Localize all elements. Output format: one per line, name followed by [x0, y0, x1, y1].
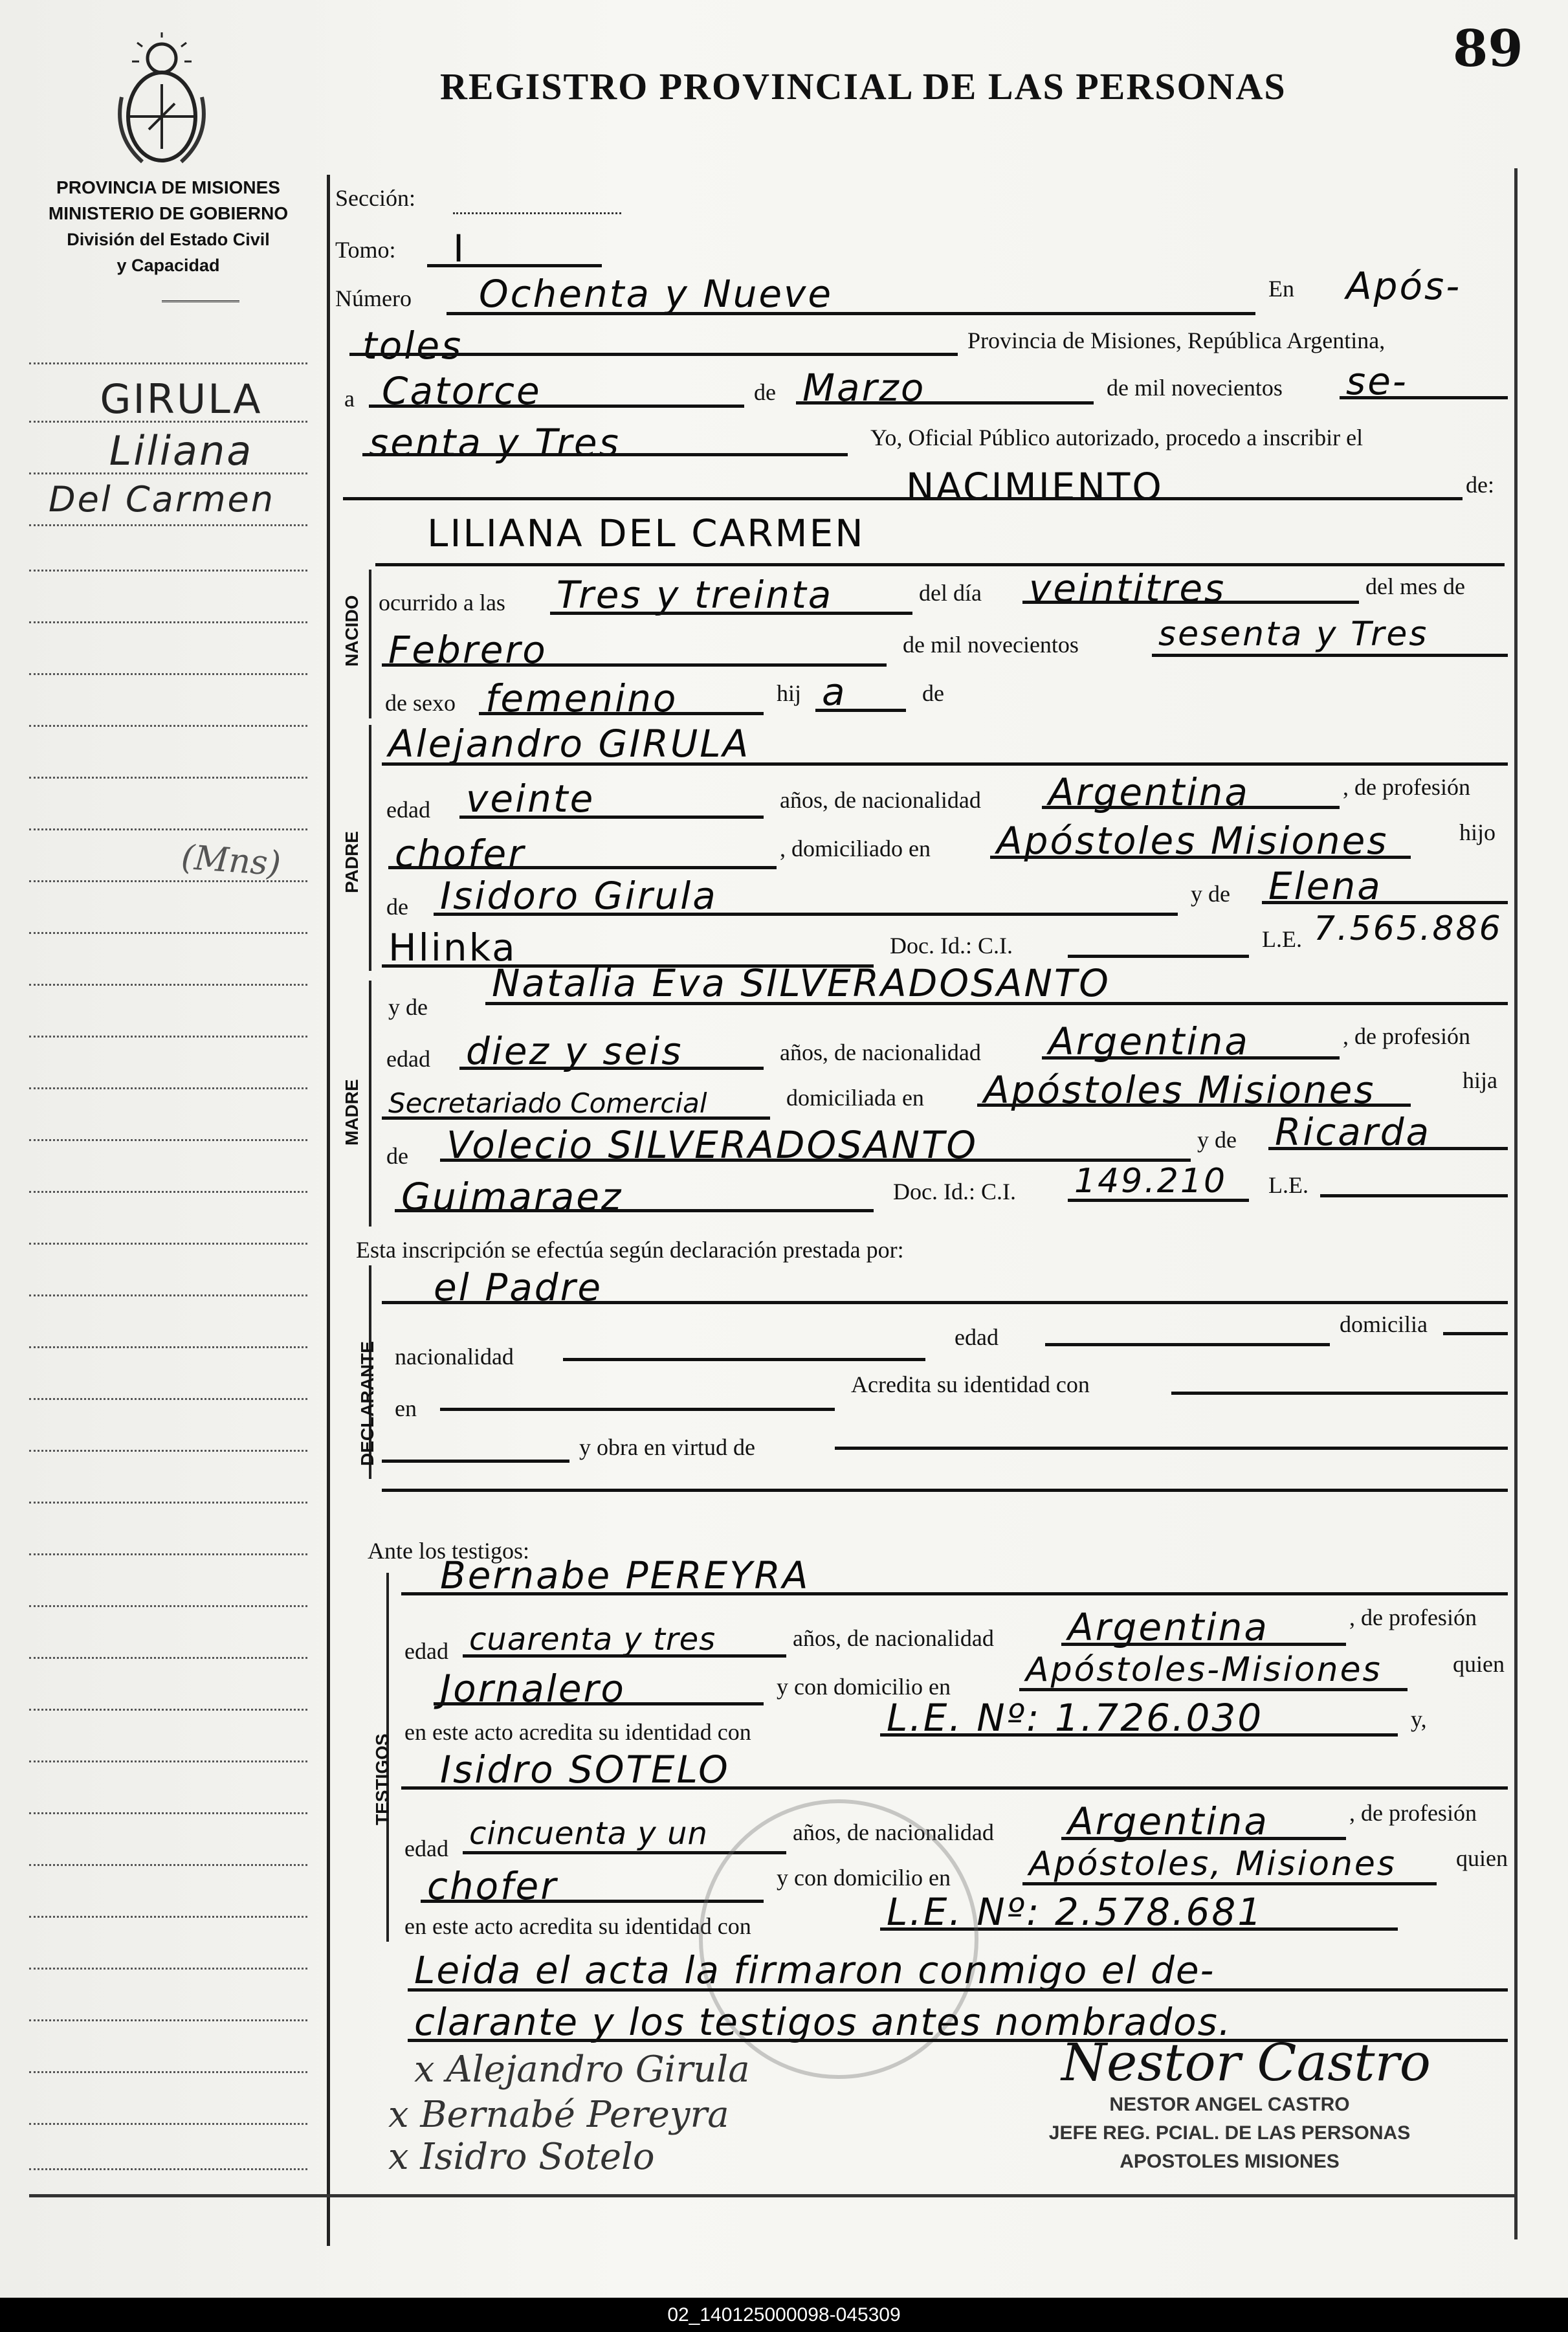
- declarante-blank-line: [382, 1489, 1508, 1492]
- margin-line: [29, 472, 307, 474]
- testigo1-acredita-label: en este acto acredita su identidad con: [404, 1719, 751, 1745]
- dia-nac-value: veintitres: [1029, 566, 1226, 610]
- del-dia-label: del día: [919, 580, 982, 606]
- madre-profesion-value: Secretariado Comercial: [388, 1087, 707, 1119]
- institution-divider: [162, 300, 239, 302]
- declarante-domicilia-line: [1443, 1332, 1508, 1335]
- signature-official: Nestor Castro: [1061, 2032, 1431, 2093]
- padre-anos-label: años, de nacionalidad: [780, 787, 981, 813]
- section-padre: PADRE: [342, 831, 362, 893]
- inscripto-line: [375, 563, 1505, 566]
- provincia-label: Provincia de Misiones, República Argentina,: [967, 328, 1386, 353]
- testigo2-edad-value: cincuenta y un: [469, 1816, 708, 1852]
- padre-madre-line-1: [1262, 901, 1508, 904]
- section-declarante: DECLARANTE: [357, 1341, 377, 1466]
- cierre-linea-2: clarante y los testigos antes nombrados.: [414, 2000, 1232, 2044]
- madre-hija-label: hija: [1463, 1067, 1497, 1093]
- margin-line: [29, 570, 307, 572]
- madre-profesion-label: , de profesión: [1343, 1023, 1470, 1049]
- madre-anos-label: años, de nacionalidad: [780, 1039, 981, 1065]
- margin-line: [29, 1243, 307, 1245]
- de-mil-label: de mil novecientos: [1107, 375, 1283, 401]
- testigo2-domicilio-line: [1022, 1882, 1437, 1885]
- institution-block: [26, 175, 311, 278]
- del-mes-label: del mes de: [1365, 573, 1465, 599]
- padre-profesion-value: chofer: [395, 832, 526, 876]
- mes-value: Marzo: [802, 366, 926, 410]
- madre-madre-line-1: [1268, 1147, 1508, 1150]
- margin-line: [29, 1398, 307, 1400]
- margin-line: [29, 1916, 307, 1918]
- testigo1-quien-label: quien: [1453, 1651, 1505, 1677]
- madre-padre-value: Volecio SILVERADOSANTO: [447, 1123, 978, 1167]
- ocurrido-label: ocurrido a las: [379, 590, 505, 616]
- madre-edad-label: edad: [386, 1046, 430, 1072]
- padre-ci-line: [1068, 955, 1249, 958]
- madre-edad-line: [459, 1067, 764, 1070]
- padre-domicilio-line: [990, 856, 1411, 859]
- madre-yde2-label: y de: [1197, 1127, 1237, 1153]
- padre-nacionalidad-value: Argentina: [1048, 770, 1250, 814]
- declarante-edad-label: edad: [955, 1324, 999, 1350]
- folio-number: 89: [1453, 19, 1523, 78]
- section-nacido: NACIDO: [342, 595, 362, 667]
- margin-line: [29, 2071, 307, 2073]
- padre-profesion-label: , de profesión: [1343, 774, 1470, 800]
- testigo2-nombre-line: [401, 1786, 1508, 1790]
- padre-edad-value: veinte: [466, 777, 595, 821]
- padre-nacionalidad-line: [1042, 806, 1340, 809]
- margin-line: [29, 1709, 307, 1711]
- anio-nac-value: sesenta y Tres: [1158, 615, 1429, 654]
- testigo2-edad-label: edad: [404, 1836, 448, 1861]
- madre-nacionalidad-line: [1042, 1056, 1340, 1060]
- padre-edad-line: [459, 816, 764, 819]
- margin-line: [29, 1191, 307, 1193]
- form-bottom-border: [29, 2194, 1518, 2197]
- acto-line: [906, 497, 1463, 500]
- testigo1-profesion-line: [434, 1702, 764, 1705]
- anio-nac-line: [1152, 654, 1508, 657]
- seccion-field: [453, 212, 621, 214]
- anio-line-1: [1340, 396, 1508, 399]
- madre-profesion-line: [382, 1116, 770, 1120]
- margin-line: [29, 1036, 307, 1038]
- anio-value-1: se-: [1346, 359, 1408, 403]
- lugar-line: [349, 353, 958, 356]
- mes-nac-value: Febrero: [388, 628, 547, 672]
- madre-le-label: L.E.: [1268, 1172, 1309, 1198]
- padre-padre-value: Isidoro Girula: [440, 874, 718, 918]
- testigo1-profesion-value: Jornalero: [440, 1667, 626, 1711]
- testigo1-nombre-line: [401, 1592, 1508, 1595]
- dia-line: [369, 405, 744, 408]
- signature-testigo-2: x Isidro Sotelo: [388, 2136, 655, 2178]
- margin-line: [29, 828, 307, 830]
- padre-madre-value-2: Hlinka: [388, 926, 517, 970]
- madre-ci-value: 149.210: [1074, 1162, 1228, 1201]
- coat-of-arms-icon: [116, 32, 207, 168]
- padre-madre-value-1: Elena: [1268, 864, 1382, 908]
- institution-line-1: PROVINCIA DE MISIONES: [56, 177, 280, 197]
- testigo1-domicilio-line: [1019, 1688, 1408, 1691]
- margin-line: [29, 524, 307, 526]
- yo-oficial-label: Yo, Oficial Público autorizado, procedo a inscribir el: [870, 425, 1364, 450]
- testigo1-nombre-value: Bernabe PEREYRA: [440, 1553, 810, 1597]
- cierre-linea-1: Leida el acta la firmaron conmigo el de-: [414, 1948, 1215, 1992]
- anio-line-2: [362, 453, 848, 456]
- madre-nacionalidad-value: Argentina: [1048, 1019, 1250, 1063]
- margin-line: [29, 2123, 307, 2125]
- dia-value: Catorce: [382, 369, 542, 413]
- margin-line: [29, 932, 307, 934]
- madre-le-line: [1320, 1194, 1508, 1197]
- signature-testigo-1: x Bernabé Pereyra: [388, 2094, 729, 2136]
- margin-line: [29, 621, 307, 623]
- padre-bracket: [369, 725, 371, 971]
- declarante-obra-label: y obra en virtud de: [579, 1434, 755, 1460]
- testigo1-nacionalidad-line: [1061, 1643, 1346, 1646]
- madre-bracket: [369, 981, 371, 1227]
- margin-given-name: Liliana: [109, 427, 254, 474]
- testigo1-y-label: y,: [1411, 1706, 1427, 1732]
- testigo2-profesion-value: chofer: [427, 1864, 558, 1908]
- margin-line: [29, 984, 307, 986]
- dia-nac-line: [1022, 601, 1359, 604]
- testigo1-anos-label: años, de nacionalidad: [793, 1625, 994, 1651]
- a-label: a: [344, 386, 355, 412]
- testigo1-doc-value: L.E. Nº: 1.726.030: [887, 1696, 1264, 1740]
- testigo2-quien-label: quien: [1456, 1845, 1508, 1871]
- anio-value-2: senta y Tres: [369, 421, 621, 465]
- margin-line: [29, 1605, 307, 1607]
- madre-nombre-line: [485, 1002, 1508, 1005]
- madre-madre-value-1: Ricarda: [1275, 1110, 1431, 1154]
- testigo1-domicilio-value: Apóstoles-Misiones: [1026, 1650, 1382, 1689]
- testigo1-doc-line: [880, 1733, 1398, 1737]
- hij-label: hij: [777, 680, 802, 706]
- hora-line: [550, 612, 912, 615]
- padre-doc-label: Doc. Id.: C.I.: [890, 933, 1013, 959]
- madre-doc-label: Doc. Id.: C.I.: [893, 1179, 1016, 1205]
- numero-value: Ochenta y Nueve: [479, 272, 834, 316]
- margin-line: [29, 362, 307, 364]
- padre-profesion-line: [388, 866, 777, 869]
- madre-nombre-value: Natalia Eva SILVERADOSANTO: [492, 961, 1110, 1005]
- acto-value: NACIMIENTO: [906, 465, 1164, 509]
- padre-padre-line: [434, 913, 1178, 916]
- padre-de-label: de: [386, 894, 408, 920]
- padre-domicilio-value: Apóstoles Misiones: [997, 819, 1389, 863]
- margin-line: [29, 1760, 307, 1762]
- tomo-value: I: [453, 227, 467, 271]
- testigo2-nombre-value: Isidro SOTELO: [440, 1748, 730, 1792]
- margin-line: [29, 725, 307, 727]
- margin-line: [29, 421, 307, 423]
- margin-line: [29, 1657, 307, 1659]
- filename-bar: 02_140125000098-045309: [0, 2298, 1568, 2332]
- declarante-line: [382, 1301, 1508, 1304]
- madre-domicilio-label: domiciliada en: [786, 1085, 924, 1111]
- institution-line-2: MINISTERIO DE GOBIERNO: [48, 203, 289, 223]
- declaracion-label: Esta inscripción se efectúa según declaración prestada por:: [356, 1237, 904, 1263]
- numero-line: [447, 312, 1255, 315]
- testigo2-domicilio-label: y con domicilio en: [777, 1865, 951, 1891]
- numero-label: Número: [335, 285, 412, 311]
- testigo2-nacionalidad-value: Argentina: [1068, 1799, 1269, 1843]
- sexo-label: de sexo: [385, 690, 456, 716]
- stamp-line-2: JEFE REG. PCIAL. DE LAS PERSONAS: [1048, 2122, 1411, 2144]
- mes-line: [796, 401, 1094, 405]
- stamp-line-3: APOSTOLES MISIONES: [1120, 2151, 1340, 2172]
- padre-domicilio-label: , domiciliado en: [780, 836, 931, 861]
- madre-madre-value-2: Guimaraez: [401, 1175, 623, 1219]
- margin-note: (Mns): [180, 838, 282, 884]
- lugar-value-1: Após-: [1346, 264, 1462, 308]
- declarante-acredita-label: Acredita su identidad con: [851, 1371, 1090, 1397]
- signature-declarante: x Alejandro Girula: [414, 2049, 750, 2091]
- declarante-en-label: en: [395, 1395, 417, 1421]
- de-hij-label: de: [922, 680, 944, 706]
- testigo2-acredita-label: en este acto acredita su identidad con: [404, 1913, 751, 1939]
- margin-surname: GIRULA: [100, 375, 263, 423]
- form-left-border: [327, 175, 330, 2246]
- madre-domicilio-line: [977, 1104, 1411, 1107]
- form-right-border: [1514, 168, 1518, 2239]
- inscripto-value: LILIANA DEL CARMEN: [427, 511, 865, 555]
- cierre-line-1: [408, 1988, 1508, 1992]
- margin-line: [29, 1968, 307, 1970]
- hij-line: [815, 709, 906, 712]
- testigo1-profesion-label: , de profesión: [1349, 1605, 1477, 1630]
- de-label: de: [754, 379, 776, 405]
- official-name-stamp: [1048, 2091, 1411, 2176]
- testigo2-doc-value: L.E. Nº: 2.578.681: [887, 1890, 1264, 1934]
- sexo-line: [479, 712, 764, 715]
- de-mil2-label: de mil novecientos: [903, 632, 1079, 658]
- padre-nombre-value: Alejandro GIRULA: [388, 722, 751, 766]
- sexo-value: femenino: [485, 676, 678, 720]
- ante-testigos-label: Ante los testigos:: [368, 1538, 529, 1564]
- madre-ci-line: [1068, 1199, 1249, 1202]
- madre-yde-label: y de: [388, 994, 428, 1020]
- testigo2-nacionalidad-line: [1061, 1837, 1346, 1840]
- margin-line: [29, 777, 307, 779]
- margin-line: [29, 2019, 307, 2021]
- declarante-obra-line: [835, 1447, 1508, 1450]
- tomo-label: Tomo:: [335, 237, 396, 263]
- margin-line: [29, 1450, 307, 1452]
- acto-pre-line: [343, 497, 906, 500]
- stamp-line-1: NESTOR ANGEL CASTRO: [1109, 2094, 1350, 2115]
- margin-line: [29, 1502, 307, 1504]
- testigo2-anos-label: años, de nacionalidad: [793, 1819, 994, 1845]
- testigo1-edad-value: cuarenta y tres: [469, 1621, 716, 1658]
- declarante-domicilia-label: domicilia: [1340, 1311, 1428, 1337]
- padre-nombre-line: [382, 762, 1508, 766]
- margin-middle-name: Del Carmen: [48, 479, 276, 520]
- margin-line: [29, 1346, 307, 1348]
- madre-domicilio-value: Apóstoles Misiones: [984, 1068, 1376, 1112]
- margin-line: [29, 1553, 307, 1555]
- institution-line-3: División del Estado Civil: [67, 230, 270, 249]
- mes-nac-line: [382, 663, 887, 667]
- testigo2-domicilio-value: Apóstoles, Misiones: [1029, 1845, 1397, 1883]
- declarante-acredita-line: [1171, 1392, 1508, 1395]
- madre-de-label: de: [386, 1143, 408, 1169]
- testigo1-edad-line: [463, 1654, 786, 1658]
- margin-line: [29, 1139, 307, 1141]
- de-colon-label: de:: [1466, 472, 1494, 498]
- declarante-en-line: [440, 1408, 835, 1411]
- declarante-nacionalidad-line: [563, 1358, 925, 1361]
- tomo-line: [427, 264, 602, 267]
- declarante-edad-line: [1045, 1343, 1330, 1346]
- margin-line: [29, 2168, 307, 2170]
- padre-le-value: 7.565.886: [1314, 909, 1503, 948]
- margin-line: [29, 1812, 307, 1814]
- lugar-value-2: toles: [362, 324, 463, 368]
- testigo1-nacionalidad-value: Argentina: [1068, 1605, 1269, 1649]
- testigo1-domicilio-label: y con domicilio en: [777, 1674, 951, 1700]
- testigo1-edad-label: edad: [404, 1638, 448, 1664]
- nacido-bracket: [369, 570, 371, 718]
- padre-hijo-label: hijo: [1459, 819, 1496, 845]
- margin-line: [29, 1864, 307, 1866]
- hora-value: Tres y treinta: [557, 573, 834, 617]
- registry-title: REGISTRO PROVINCIAL DE LAS PERSONAS: [440, 65, 1286, 107]
- en-label: En: [1268, 276, 1294, 302]
- section-testigos: TESTIGOS: [372, 1733, 392, 1825]
- declarante-obra-pre-line: [382, 1460, 569, 1463]
- testigo2-profesion-label: , de profesión: [1349, 1800, 1477, 1826]
- section-madre: MADRE: [342, 1079, 362, 1146]
- margin-column: [29, 362, 307, 2175]
- padre-yde-label: y de: [1191, 881, 1230, 907]
- hij-value: a: [822, 670, 847, 714]
- institution-line-4: y Capacidad: [116, 256, 220, 275]
- declarante-value: el Padre: [434, 1265, 603, 1309]
- padre-edad-label: edad: [386, 797, 430, 823]
- madre-madre-line-2: [395, 1209, 874, 1212]
- margin-line: [29, 1087, 307, 1089]
- madre-edad-value: diez y seis: [466, 1029, 683, 1073]
- seccion-label: Sección:: [335, 185, 415, 211]
- padre-le-label: L.E.: [1262, 926, 1302, 952]
- margin-line: [29, 673, 307, 675]
- margin-line: [29, 1294, 307, 1296]
- declarante-nacionalidad-label: nacionalidad: [395, 1344, 514, 1370]
